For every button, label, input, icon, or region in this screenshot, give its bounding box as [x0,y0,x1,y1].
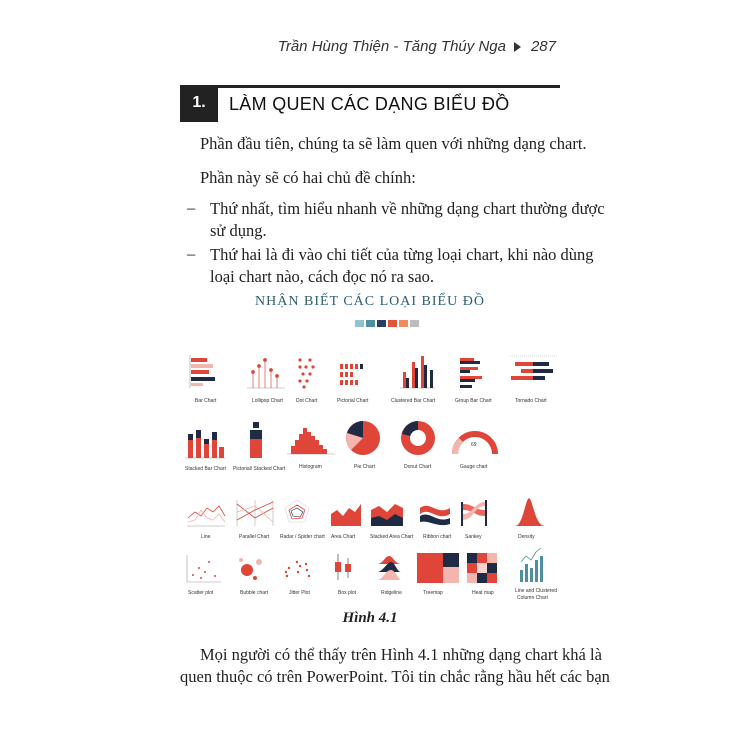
clustered-bar-chart-thumb [391,356,436,404]
label-box-plot: Box plot [338,590,357,596]
label-density: Density [518,534,535,540]
label-group-bar-chart: Group Bar Chart [455,398,492,404]
running-header [0,38,556,55]
paragraph-figure-line-1: Mọi người có thể thấy trên Hình 4.1 những dạng chart khá là [200,645,602,664]
label-area-chart: Area Chart [331,534,356,540]
box-plot-thumb [335,554,357,596]
play-arrow-icon [514,42,521,52]
label-column-chart: Column Chart [517,595,548,601]
scatter-plot-thumb [187,555,221,596]
label-tornado-chart: Tornado Chart [515,398,547,404]
area-chart-thumb [331,504,361,540]
color-swatches [355,320,419,327]
dot-chart-thumb [296,358,318,404]
swatch-6 [410,320,419,327]
stacked-area-chart-thumb [370,504,414,540]
label-line-chart: Line [201,534,211,540]
pictorial-stacked-chart-thumb [233,422,286,472]
swatch-3 [377,320,386,327]
label-scatter-plot: Scatter plot [188,590,214,596]
header-authors: Trần Hùng Thiện - Tăng Thúy Nga [277,38,506,55]
label-pictorial-chart: Pictorial Chart [337,398,369,404]
gauge-chart-thumb [455,434,495,470]
label-pictorial-stacked-chart: Pictorial/ Stacked Chart [233,466,286,472]
label-ridgeline: Ridgeline [381,590,402,596]
pie-chart-thumb [346,421,380,470]
sankey-thumb [461,500,487,540]
radar-chart-thumb [280,500,325,540]
bullet-marker: – [187,244,196,263]
histogram-thumb [287,428,335,470]
label-treemap: Treemap [423,590,443,596]
label-pie-chart: Pie Chart [354,464,375,470]
group-bar-chart-thumb [455,358,492,404]
parallel-chart-thumb [237,500,273,540]
heat-map-thumb [467,553,497,596]
bar-chart-thumb [190,355,217,404]
label-bar-chart: Bar Chart [195,398,217,404]
treemap-thumb [417,553,459,596]
paragraph-intro: Phần đầu tiên, chúng ta sẽ làm quen với những dạng chart. [200,134,587,153]
label-heat-map: Heat map [472,590,494,596]
paragraph-figure-line-2: quen thuộc có trên PowerPoint. Tôi tin chắc rằng hầu hết các bạn [180,667,610,686]
label-stacked-bar-chart: Stacked Bar Chart [185,466,226,472]
ribbon-chart-thumb [420,506,452,540]
page-number: 287 [530,38,556,55]
infographic-title: NHẬN BIẾT CÁC LOẠI BIỂU ĐỒ [255,294,485,309]
tornado-chart-thumb [510,356,557,404]
label-histogram: Histogram [299,464,322,470]
line-clustered-column-thumb [515,548,557,601]
swatch-1 [355,320,364,327]
donut-chart-thumb [401,421,435,470]
jitter-plot-thumb [285,561,311,596]
label-jitter-plot: Jitter Plot [289,590,310,596]
label-sankey: Sankey [465,534,482,540]
figure-caption: Hình 4.1 [342,610,398,626]
label-parallel-chart: Parallel Chart [239,534,270,540]
bullet-marker: – [187,198,196,217]
ridgeline-thumb [377,556,402,596]
label-clustered-bar-chart: Clustered Bar Chart [391,398,436,404]
stacked-bar-chart-thumb [185,430,226,472]
chart-gallery [185,350,560,605]
label-radar-chart: Radar / Spider chart [280,534,325,540]
section-number: 1. [180,86,218,122]
swatch-5 [399,320,408,327]
swatch-2 [366,320,375,327]
density-thumb [515,498,545,540]
label-gauge-chart: Gauge chart [460,464,488,470]
section-rule [180,85,560,88]
label-line-clustered: Line and Clustered [515,588,557,594]
paragraph-topics: Phần này sẽ có hai chủ đề chính: [200,168,416,187]
label-donut-chart: Donut Chart [404,464,431,470]
bullet-2-line-1: Thứ hai là đi vào chi tiết của từng loại chart, khi nào dùng [210,245,594,264]
bullet-1-line-2: sử dụng. [210,221,267,240]
bullet-2-line-2: loại chart nào, cách đọc nó ra sao. [210,267,435,286]
swatch-4 [388,320,397,327]
lollipop-chart-thumb [247,359,285,405]
line-chart-thumb [187,506,225,540]
label-dot-chart: Dot Chart [296,398,318,404]
label-lollipop-chart: Lollipop Chart [252,398,283,404]
pictorial-chart-thumb [337,364,369,404]
bullet-1-line-1: Thứ nhất, tìm hiểu nhanh về những dạng chart thường được [210,199,605,218]
section-title: LÀM QUEN CÁC DẠNG BIỂU ĐỒ [229,94,510,114]
label-stacked-area-chart: Stacked Area Chart [370,534,414,540]
label-ribbon-chart: Ribbon chart [423,534,452,540]
bubble-chart-thumb [239,558,269,596]
gauge-value: 69 [471,442,477,448]
label-bubble-chart: Bubble chart [240,590,269,596]
